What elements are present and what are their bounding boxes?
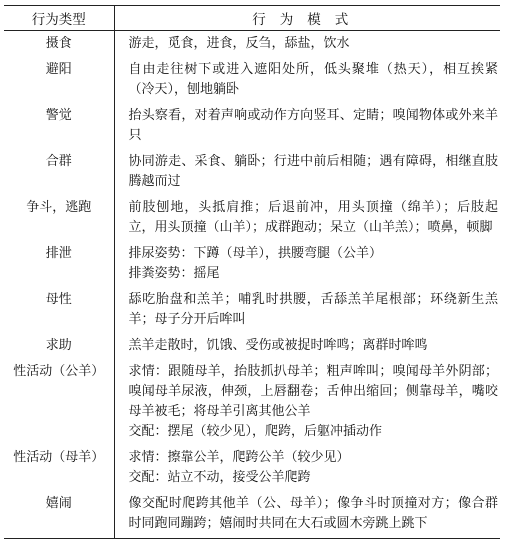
behavior-pattern-cell xyxy=(114,195,500,241)
behavior-type-cell: 争斗，逃跑 xyxy=(4,195,114,241)
behavior-pattern-cell xyxy=(114,31,500,58)
table-row xyxy=(4,149,500,195)
table-row xyxy=(4,57,500,103)
table-row xyxy=(4,195,500,241)
table-row xyxy=(4,31,500,58)
header-behavior-pattern: 行为模式 xyxy=(114,6,500,31)
behavior-pattern-cell xyxy=(114,103,500,149)
behavior-type-cell: 嬉闹 xyxy=(4,491,114,539)
table-row xyxy=(4,491,500,539)
behavior-pattern-cell xyxy=(114,359,500,445)
behavior-type-cell: 求助 xyxy=(4,333,114,359)
behavior-pattern-text: 抬头察看，对着声响或动作方向竖耳、定睛；嗅闻物体或外来羊只 xyxy=(128,108,498,143)
behavior-pattern-text: 协同游走、采食、躺卧；行进中前后相随；遇有障碍，相继直肢腾越而过 xyxy=(128,154,498,189)
behavior-type-cell: 性活动（公羊） xyxy=(4,359,114,445)
behavior-pattern-text: 自由走往树下或进入遮阳处所，低头聚堆（热天），相互挨紧（冷天），刨地躺卧 xyxy=(128,62,498,97)
behavior-pattern-text: 像交配时爬跨其他羊（公、母羊）；像争斗时顶撞对方；像合群时同跑同蹦跨；嬉闹时共同在大石或圆木旁跳上跳下 xyxy=(128,496,498,531)
behavior-pattern-text: 交配：摆尾（较少见），爬跨，后躯冲插动作 xyxy=(128,424,383,439)
table-row xyxy=(4,445,500,491)
behavior-type-cell: 警觉 xyxy=(4,103,114,149)
table-row xyxy=(4,241,500,287)
behavior-table xyxy=(4,5,500,539)
behavior-pattern-cell xyxy=(114,57,500,103)
header-behavior-type: 行为类型 xyxy=(4,6,114,31)
table-row xyxy=(4,359,500,445)
behavior-pattern-text: 游走，觅食，进食，反刍，舔盐，饮水 xyxy=(128,36,350,51)
table-header-row xyxy=(4,6,500,31)
behavior-type-cell: 避阳 xyxy=(4,57,114,103)
table-row xyxy=(4,287,500,333)
behavior-pattern-cell xyxy=(114,149,500,195)
behavior-pattern-text: 羔羊走散时，饥饿、受伤或被捉时哞鸣；离群时哞鸣 xyxy=(128,338,428,353)
behavior-pattern-text: 交配：站立不动，接受公羊爬跨 xyxy=(128,470,311,485)
behavior-pattern-text: 求情：跟随母羊，抬肢抓扒母羊；粗声哞叫；嗅闻母羊外阴部；嗅闻母羊尿液，伸颈，上唇翻卷；舌伸出缩回；侧靠母羊，嘴咬母羊被毛；将母羊引离其他公羊 xyxy=(128,364,498,419)
behavior-pattern-text: 前肢刨地，头抵肩推；后退前冲，用头顶撞（绵羊）；后肢起立，用头顶撞（山羊）；成群跑动；呆立（山羊羔）；喷鼻，顿脚 xyxy=(128,200,498,235)
behavior-pattern-cell xyxy=(114,491,500,539)
behavior-type-cell: 排泄 xyxy=(4,241,114,287)
behavior-pattern-text: 排尿姿势：下蹲（母羊），拱腰弯腿（公羊） xyxy=(128,246,383,261)
behavior-pattern-cell xyxy=(114,445,500,491)
behavior-type-cell: 合群 xyxy=(4,149,114,195)
behavior-type-cell: 摄食 xyxy=(4,31,114,58)
behavior-pattern-text: 排粪姿势：摇尾 xyxy=(128,266,220,281)
behavior-pattern-text: 求情：擦靠公羊，爬跨公羊（较少见） xyxy=(128,450,350,465)
table-row xyxy=(4,103,500,149)
behavior-type-cell: 性活动（母羊） xyxy=(4,445,114,491)
behavior-pattern-cell xyxy=(114,287,500,333)
behavior-type-cell: 母性 xyxy=(4,287,114,333)
behavior-pattern-text: 舔吃胎盘和羔羊；哺乳时拱腰，舌舔羔羊尾根部；环绕新生羔羊；母子分开后哞叫 xyxy=(128,292,498,327)
behavior-pattern-cell xyxy=(114,333,500,359)
table-row xyxy=(4,333,500,359)
table-body xyxy=(4,31,500,539)
behavior-pattern-cell xyxy=(114,241,500,287)
